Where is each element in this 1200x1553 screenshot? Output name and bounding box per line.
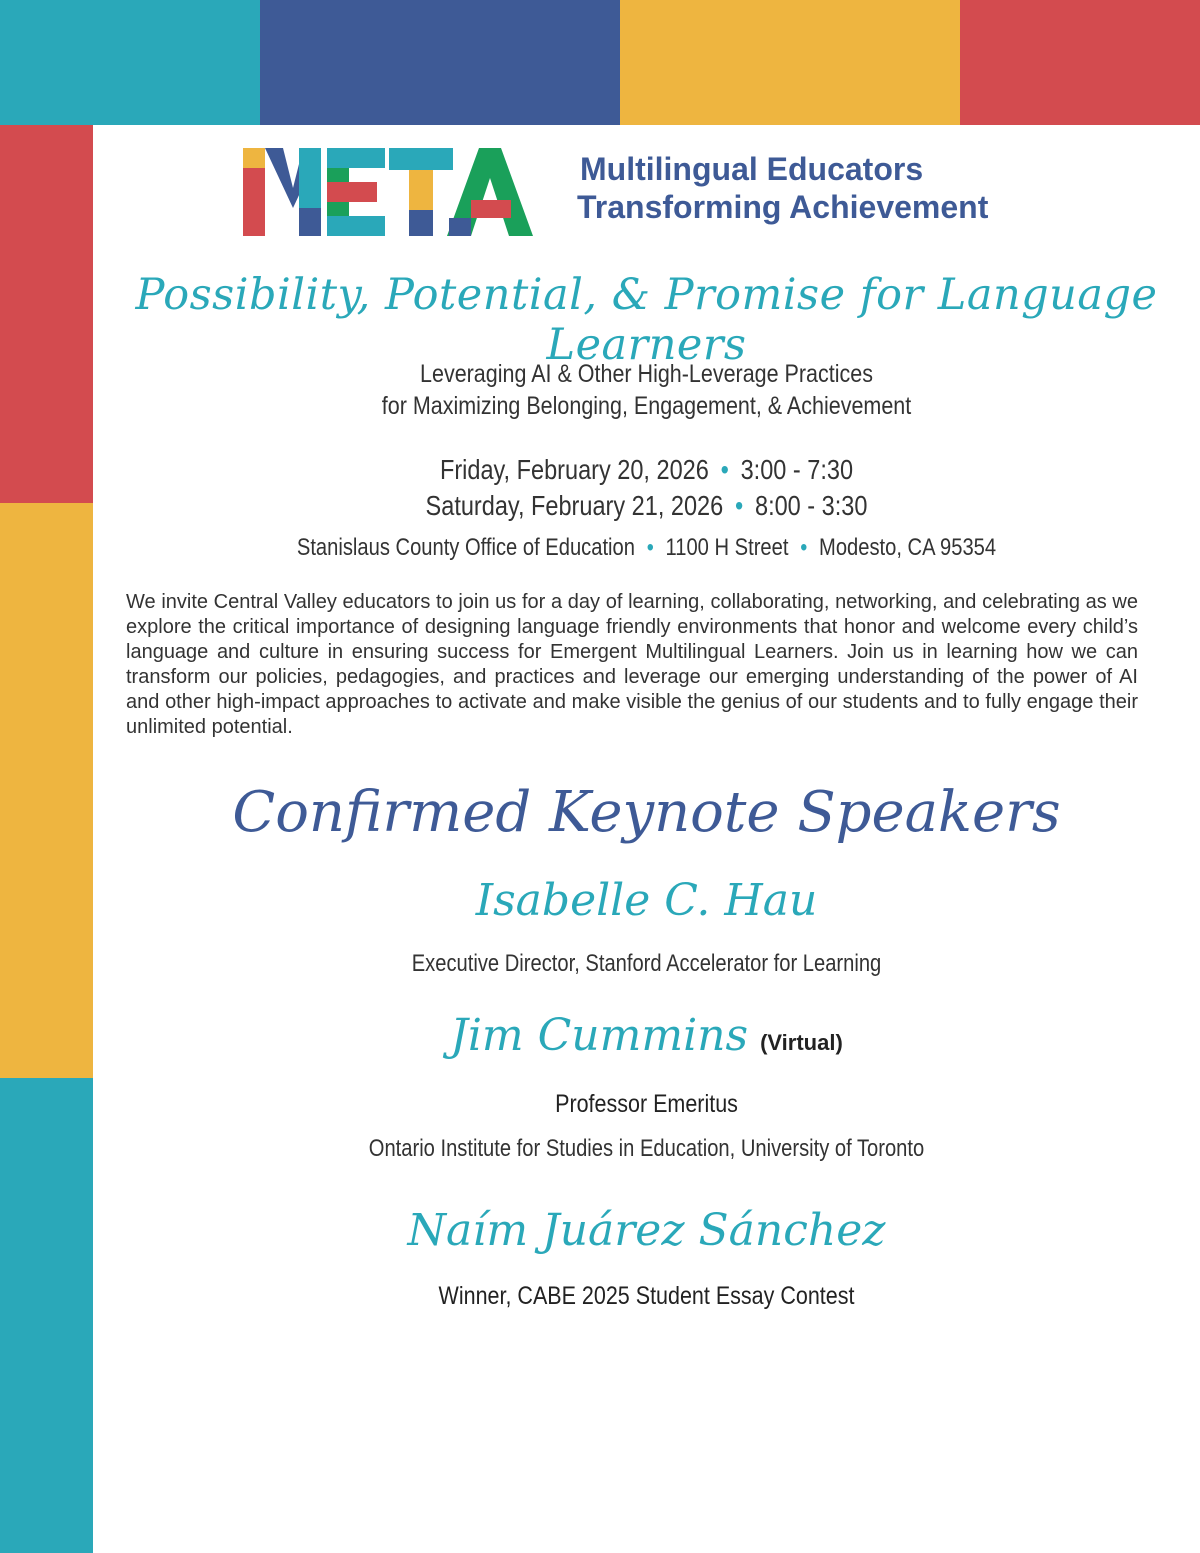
subtitle-line-2: for Maximizing Belonging, Engagement, & Achievement (381, 392, 912, 420)
event-title: Possibility, Potential, & Promise for Language Learners (135, 270, 1158, 370)
day-1 (182, 452, 1112, 488)
speaker-2-heading (93, 1010, 1200, 1061)
speaker-2-role: Professor Emeritus (555, 1090, 738, 1118)
event-subtitle (170, 358, 1122, 422)
venue-street: 1100 H Street (665, 534, 789, 561)
top-band-blue (260, 0, 620, 125)
day-2-time: 8:00 - 3:30 (754, 490, 868, 521)
venue-name: Stanislaus County Office of Education (296, 534, 635, 561)
speaker-3-name: Naím Juárez Sánchez (407, 1205, 886, 1256)
logo-wordmark: META (243, 148, 246, 149)
org-name-line-1: Multilingual Educators (580, 151, 924, 187)
bullet-icon: • (800, 534, 808, 561)
venue-city: Modesto, CA 95354 (819, 534, 997, 561)
bullet-icon: • (734, 490, 744, 521)
speaker-2-name: Jim Cummins (450, 1010, 749, 1061)
event-venue (182, 533, 1112, 563)
top-band-teal (0, 0, 260, 125)
top-band-yellow (620, 0, 960, 125)
day-2 (182, 488, 1112, 524)
keynote-heading: Confirmed Keynote Speakers (232, 780, 1061, 845)
side-band-yellow (0, 503, 93, 1078)
day-2-date: Saturday, February 21, 2026 (425, 490, 724, 521)
org-name (577, 150, 989, 226)
speaker-3-role: Winner, CABE 2025 Student Essay Contest (438, 1282, 855, 1310)
day-1-time: 3:00 - 7:30 (740, 454, 854, 485)
meta-logo (243, 148, 533, 236)
side-band-teal (0, 1078, 93, 1553)
top-band-red (960, 0, 1200, 125)
intro-paragraph: We invite Central Valley educators to join us for a day of learning, collaborating, networking, and celebrating as we explore the critical importance of designing language friendly environments that honor and welcome every child’s language and culture in ensuring success for Emergent Multilingual Learners. Join us in learning how we can transform our policies, pedagogies, and practices and leverage our emerging understanding of the power of AI and other high-impact approaches to activate and make visible the genius of our students and to fully engage their unlimited potential. (126, 591, 1138, 738)
speaker-1-name: Isabelle C. Hau (475, 875, 818, 926)
day-1-date: Friday, February 20, 2026 (439, 454, 709, 485)
subtitle-line-1: Leveraging AI & Other High-Leverage Practices (420, 360, 873, 388)
speaker-1-role: Executive Director, Stanford Accelerator for Learning (411, 950, 882, 977)
speaker-2-note: (Virtual) (760, 1030, 843, 1055)
event-dates (182, 452, 1112, 524)
speaker-2-affiliation: Ontario Institute for Studies in Education, University of Toronto (368, 1135, 925, 1162)
org-name-line-2: Transforming Achievement (577, 189, 989, 225)
bullet-icon: • (646, 534, 654, 561)
bullet-icon: • (720, 454, 729, 485)
side-band-red (0, 125, 93, 503)
